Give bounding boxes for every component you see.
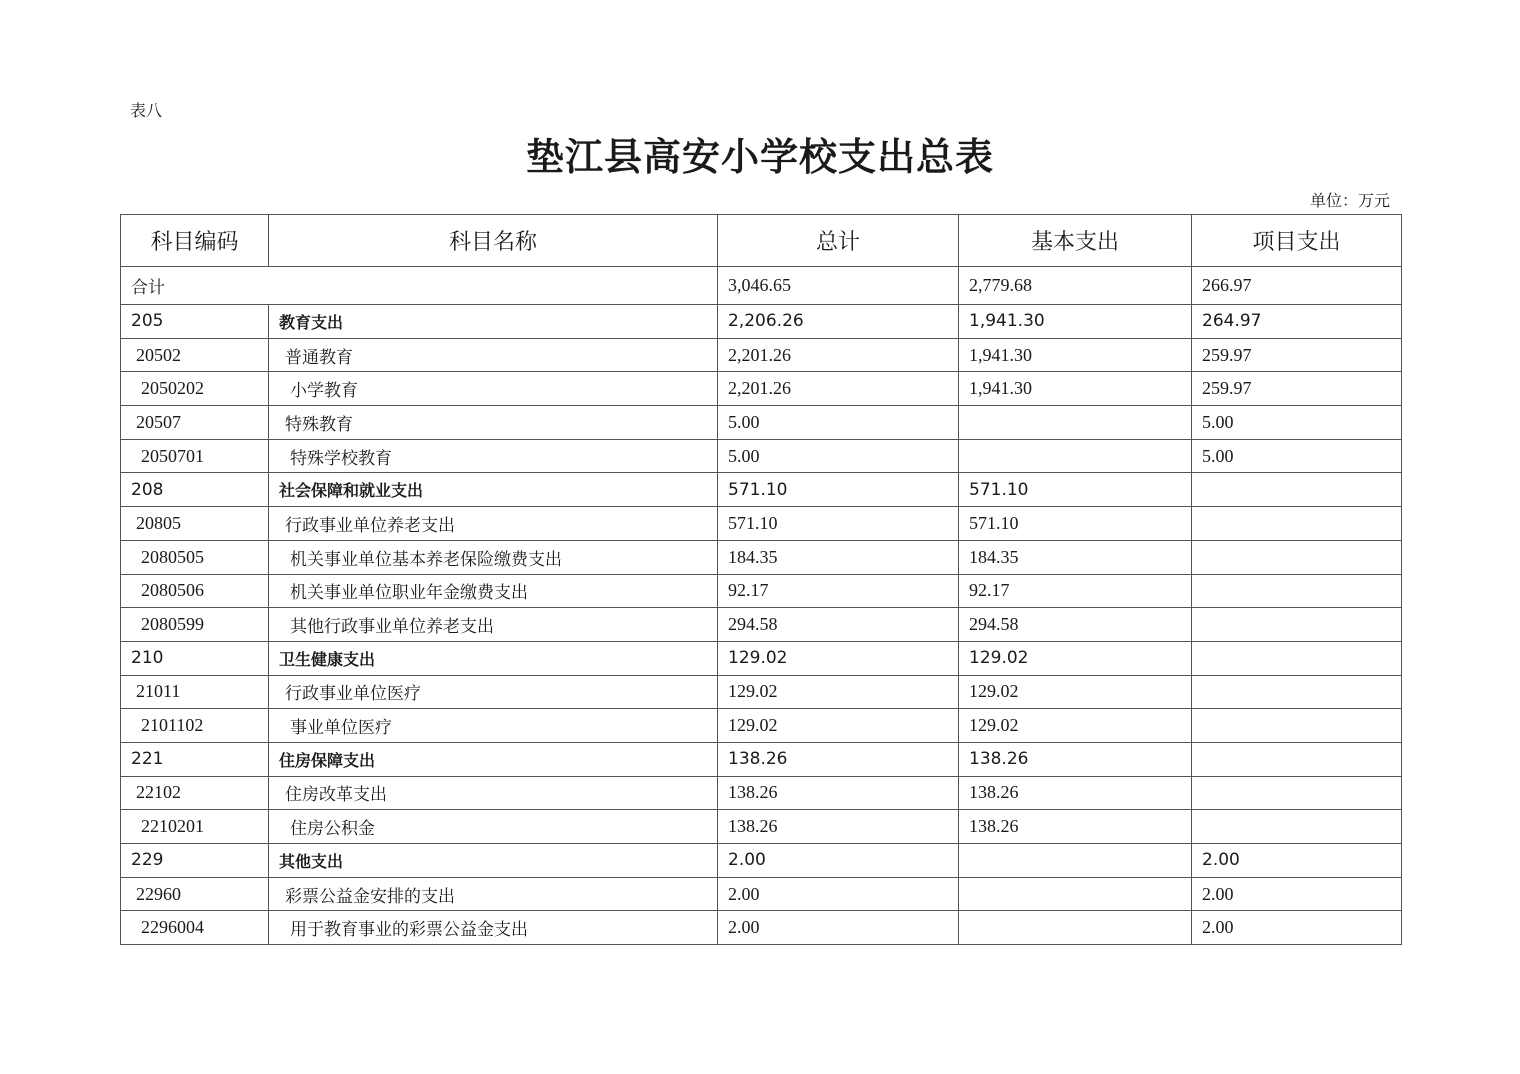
cell-code: 2080505	[121, 540, 269, 574]
cell-code: 210	[121, 641, 269, 675]
table-row	[121, 406, 1402, 440]
cell-code: 229	[121, 844, 269, 878]
cell-total: 5.00	[718, 439, 959, 473]
table-row	[121, 439, 1402, 473]
cell-basic: 92.17	[959, 574, 1192, 608]
total-basic: 2,779.68	[959, 267, 1192, 305]
cell-project	[1192, 641, 1402, 675]
cell-project: 2.00	[1192, 844, 1402, 878]
cell-total: 138.26	[718, 776, 959, 810]
cell-basic: 1,941.30	[959, 338, 1192, 372]
cell-project: 5.00	[1192, 439, 1402, 473]
cell-code: 2080506	[121, 574, 269, 608]
total-project: 266.97	[1192, 267, 1402, 305]
cell-basic: 294.58	[959, 608, 1192, 642]
cell-code: 22102	[121, 776, 269, 810]
cell-name: 行政事业单位医疗	[269, 675, 718, 709]
table-row	[121, 574, 1402, 608]
cell-basic: 571.10	[959, 507, 1192, 541]
cell-code: 2050202	[121, 372, 269, 406]
cell-code: 2210201	[121, 810, 269, 844]
cell-basic: 1,941.30	[959, 305, 1192, 339]
cell-total: 2,206.26	[718, 305, 959, 339]
cell-total: 129.02	[718, 675, 959, 709]
cell-name: 其他行政事业单位养老支出	[269, 608, 718, 642]
cell-project	[1192, 776, 1402, 810]
cell-total: 138.26	[718, 810, 959, 844]
table-row	[121, 473, 1402, 507]
table-row	[121, 608, 1402, 642]
column-header-project: 项目支出	[1192, 215, 1402, 267]
cell-code: 2050701	[121, 439, 269, 473]
cell-name: 机关事业单位职业年金缴费支出	[269, 574, 718, 608]
cell-basic	[959, 844, 1192, 878]
cell-basic: 1,941.30	[959, 372, 1192, 406]
cell-basic: 129.02	[959, 709, 1192, 743]
cell-code: 20502	[121, 338, 269, 372]
table-header-row	[121, 215, 1402, 267]
table-row	[121, 372, 1402, 406]
cell-name: 住房保障支出	[269, 742, 718, 776]
cell-total: 294.58	[718, 608, 959, 642]
cell-name: 特殊学校教育	[269, 439, 718, 473]
cell-code: 22960	[121, 877, 269, 911]
column-header-total: 总计	[718, 215, 959, 267]
table-row	[121, 641, 1402, 675]
table-row	[121, 338, 1402, 372]
cell-code: 20805	[121, 507, 269, 541]
cell-name: 其他支出	[269, 844, 718, 878]
table-row	[121, 305, 1402, 339]
cell-total: 571.10	[718, 507, 959, 541]
cell-name: 教育支出	[269, 305, 718, 339]
total-row	[121, 267, 1402, 305]
cell-name: 机关事业单位基本养老保险缴费支出	[269, 540, 718, 574]
cell-name: 小学教育	[269, 372, 718, 406]
cell-project: 259.97	[1192, 338, 1402, 372]
cell-name: 特殊教育	[269, 406, 718, 440]
cell-project: 2.00	[1192, 877, 1402, 911]
cell-basic: 129.02	[959, 675, 1192, 709]
cell-code: 21011	[121, 675, 269, 709]
table-row	[121, 675, 1402, 709]
table-row	[121, 709, 1402, 743]
cell-project	[1192, 742, 1402, 776]
cell-project	[1192, 540, 1402, 574]
cell-total: 92.17	[718, 574, 959, 608]
cell-name: 事业单位医疗	[269, 709, 718, 743]
expenditure-table	[120, 214, 1402, 945]
cell-code: 2296004	[121, 911, 269, 945]
table-row	[121, 507, 1402, 541]
cell-code: 2080599	[121, 608, 269, 642]
cell-basic: 571.10	[959, 473, 1192, 507]
cell-name: 社会保障和就业支出	[269, 473, 718, 507]
cell-total: 571.10	[718, 473, 959, 507]
cell-total: 129.02	[718, 641, 959, 675]
table-row	[121, 877, 1402, 911]
total-sum: 3,046.65	[718, 267, 959, 305]
column-header-code: 科目编码	[121, 215, 269, 267]
table-row	[121, 742, 1402, 776]
cell-basic	[959, 877, 1192, 911]
cell-total: 2,201.26	[718, 338, 959, 372]
cell-total: 2.00	[718, 844, 959, 878]
cell-project	[1192, 709, 1402, 743]
cell-code: 205	[121, 305, 269, 339]
unit-label: 单位：万元	[1309, 191, 1390, 210]
cell-total: 184.35	[718, 540, 959, 574]
cell-project	[1192, 608, 1402, 642]
cell-basic	[959, 439, 1192, 473]
page-title: 垫江县高安小学校支出总表	[525, 134, 994, 179]
cell-basic: 138.26	[959, 742, 1192, 776]
cell-basic: 129.02	[959, 641, 1192, 675]
table-row	[121, 776, 1402, 810]
cell-name: 彩票公益金安排的支出	[269, 877, 718, 911]
cell-total: 129.02	[718, 709, 959, 743]
cell-total: 2.00	[718, 877, 959, 911]
cell-total: 2,201.26	[718, 372, 959, 406]
cell-code: 208	[121, 473, 269, 507]
column-header-name: 科目名称	[269, 215, 718, 267]
cell-code: 20507	[121, 406, 269, 440]
column-header-basic: 基本支出	[959, 215, 1192, 267]
cell-project	[1192, 574, 1402, 608]
total-label: 合计	[121, 267, 718, 305]
cell-total: 2.00	[718, 911, 959, 945]
table-row	[121, 911, 1402, 945]
cell-project: 264.97	[1192, 305, 1402, 339]
cell-basic	[959, 911, 1192, 945]
cell-basic	[959, 406, 1192, 440]
cell-name: 住房公积金	[269, 810, 718, 844]
cell-name: 卫生健康支出	[269, 641, 718, 675]
cell-basic: 138.26	[959, 776, 1192, 810]
table-number-label: 表八	[130, 101, 163, 120]
table-row	[121, 810, 1402, 844]
cell-total: 5.00	[718, 406, 959, 440]
cell-code: 221	[121, 742, 269, 776]
cell-project	[1192, 810, 1402, 844]
table-row	[121, 844, 1402, 878]
cell-code: 2101102	[121, 709, 269, 743]
cell-project: 259.97	[1192, 372, 1402, 406]
cell-basic: 138.26	[959, 810, 1192, 844]
cell-name: 普通教育	[269, 338, 718, 372]
cell-name: 用于教育事业的彩票公益金支出	[269, 911, 718, 945]
cell-project	[1192, 473, 1402, 507]
cell-total: 138.26	[718, 742, 959, 776]
cell-project	[1192, 507, 1402, 541]
table-row	[121, 540, 1402, 574]
cell-name: 住房改革支出	[269, 776, 718, 810]
cell-project: 2.00	[1192, 911, 1402, 945]
cell-name: 行政事业单位养老支出	[269, 507, 718, 541]
cell-basic: 184.35	[959, 540, 1192, 574]
cell-project: 5.00	[1192, 406, 1402, 440]
cell-project	[1192, 675, 1402, 709]
